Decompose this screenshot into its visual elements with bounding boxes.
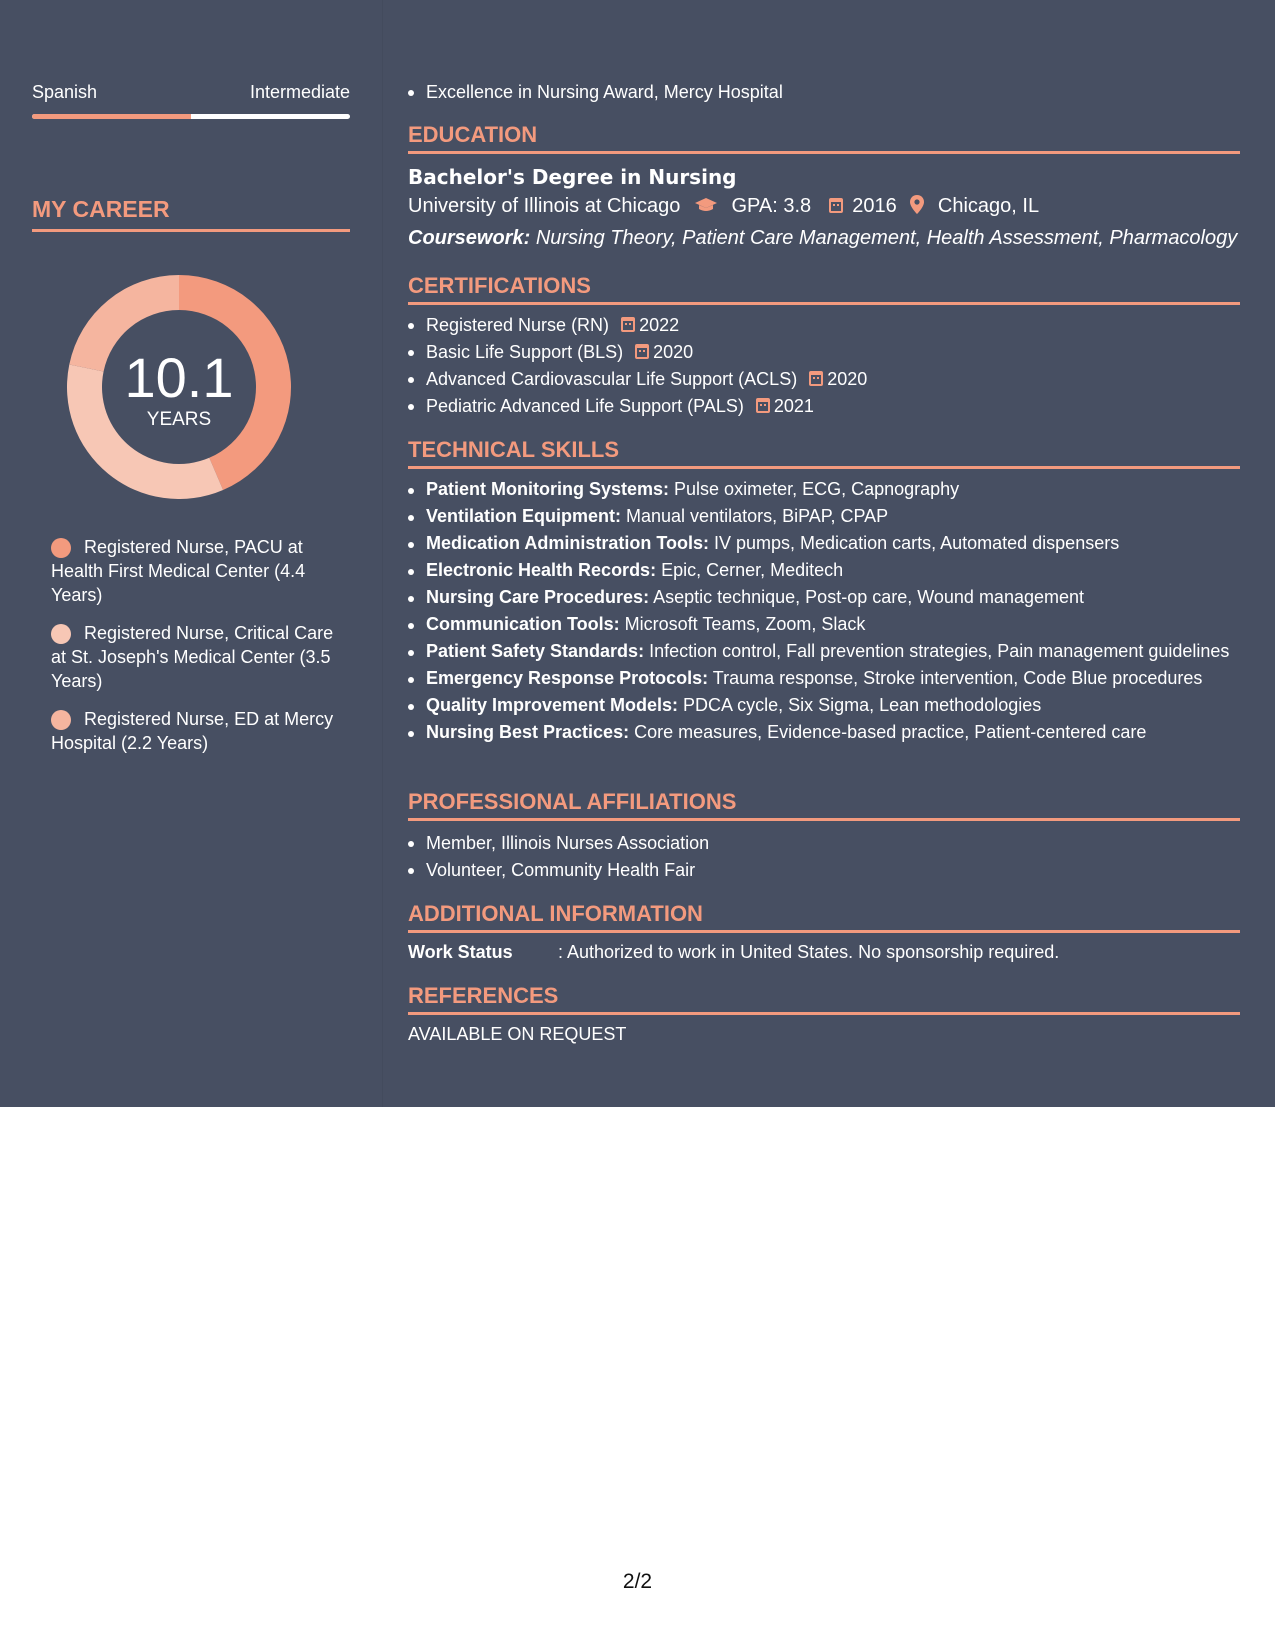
language-proficiency-bar [32,114,350,119]
work-status-value: : Authorized to work in United States. No sponsorship required. [558,942,1060,962]
education-location: Chicago, IL [937,195,1040,217]
language-level: Intermediate [249,82,350,102]
skill-value: Infection control, Fall prevention strategies, Pain management guidelines [644,641,1230,661]
skill-label: Ventilation Equipment: [426,506,622,526]
certification-year: 2020 [653,342,694,362]
education-details [408,195,1039,218]
list-item [408,585,1240,609]
list-item [408,504,1240,528]
career-item [51,621,341,693]
list-item [408,393,1240,420]
career-item [51,535,341,607]
references-text: AVAILABLE ON REQUEST [408,1024,627,1044]
skill-value: Aseptic technique, Post-op care, Wound management [649,587,1085,607]
education-heading: EDUCATION [408,122,1240,154]
certification-name: Advanced Cardiovascular Life Support (ACLS) [426,369,798,389]
certifications-heading: CERTIFICATIONS [408,273,1240,305]
language-row [32,82,350,104]
coursework-value: Nursing Theory, Patient Care Management, Health Assessment, Pharmacology [535,227,1238,249]
location-pin-icon [910,195,930,217]
language-proficiency-fill [32,114,191,119]
skill-value: Epic, Cerner, Meditech [656,560,844,580]
affiliation-text: Member, Illinois Nurses Association [426,833,710,853]
career-donut-chart [67,275,291,499]
affiliations-heading: PROFESSIONAL AFFILIATIONS [408,789,1240,821]
list-item [408,477,1240,501]
additional-info-heading: ADDITIONAL INFORMATION [408,901,1240,933]
education-coursework [408,227,1237,250]
education-degree: Bachelor's Degree in Nursing [408,165,737,189]
language-name: Spanish [32,82,98,102]
career-years-label: YEARS [146,409,212,430]
list-item [408,339,1240,366]
references-heading: REFERENCES [408,983,1240,1015]
skill-label: Electronic Health Records: [426,560,657,580]
calendar-icon [829,198,843,213]
skill-label: Patient Safety Standards: [426,641,645,661]
skill-label: Quality Improvement Models: [426,695,679,715]
skill-label: Medication Administration Tools: [426,533,709,553]
education-gpa: GPA: 3.8 [731,195,812,217]
career-item-label: Registered Nurse, PACU at Health First Medical Center (4.4 Years) [51,537,306,605]
skill-value: Manual ventilators, BiPAP, CPAP [621,506,889,526]
certification-year: 2021 [773,396,814,416]
skill-value: Core measures, Evidence-based practice, Patient-centered care [629,722,1147,742]
column-divider [382,0,383,1107]
certification-year: 2020 [827,369,868,389]
coursework-label: Coursework: [408,227,531,249]
education-school: University of Illinois at Chicago [408,195,681,217]
skill-label: Nursing Care Procedures: [426,587,650,607]
list-item [408,79,1240,106]
skill-label: Emergency Response Protocols: [426,668,709,688]
skill-label: Nursing Best Practices: [426,722,630,742]
list-item [408,720,1240,744]
career-item-label: Registered Nurse, ED at Mercy Hospital (2.2 Years) [51,709,334,753]
skills-list [408,477,1240,747]
career-dot-icon [51,710,71,730]
career-item-label: Registered Nurse, Critical Care at St. Joseph's Medical Center (3.5 Years) [51,623,334,691]
education-year: 2016 [852,195,897,217]
calendar-icon [635,344,649,359]
list-item [408,531,1240,555]
graduation-cap-icon [694,195,724,217]
list-item [408,312,1240,339]
skill-value: PDCA cycle, Six Sigma, Lean methodologies [678,695,1042,715]
certification-year: 2022 [639,315,680,335]
calendar-icon [809,371,823,386]
award-text: Excellence in Nursing Award, Mercy Hospital [426,82,783,102]
skill-label: Patient Monitoring Systems: [426,479,670,499]
work-status-label: Work Status [408,942,513,962]
list-item [408,366,1240,393]
career-total-years: 10.1 [124,346,234,409]
work-status [408,942,1059,963]
career-heading: MY CAREER [32,196,350,232]
list-item [408,612,1240,636]
skill-value: IV pumps, Medication carts, Automated dispensers [709,533,1120,553]
skill-value: Microsoft Teams, Zoom, Slack [619,614,866,634]
affiliation-text: Volunteer, Community Health Fair [426,860,696,880]
certification-name: Pediatric Advanced Life Support (PALS) [426,396,744,416]
skill-value: Pulse oximeter, ECG, Capnography [669,479,960,499]
career-dot-icon [51,538,71,558]
page-number: 2/2 [622,1570,653,1593]
certification-name: Basic Life Support (BLS) [426,342,624,362]
award-list [408,79,1240,106]
list-item [408,639,1240,663]
list-item [408,857,1240,884]
affiliations-list [408,830,1240,884]
career-dot-icon [51,624,71,644]
list-item [408,693,1240,717]
list-item [408,558,1240,582]
career-list [51,535,341,769]
list-item [408,666,1240,690]
skills-heading: TECHNICAL SKILLS [408,437,1240,469]
career-item [51,707,341,755]
skill-value: Trauma response, Stroke intervention, Code Blue procedures [708,668,1203,688]
calendar-icon [756,398,770,413]
certification-name: Registered Nurse (RN) [426,315,610,335]
skill-label: Communication Tools: [426,614,620,634]
certifications-list [408,312,1240,420]
calendar-icon [621,317,635,332]
list-item [408,830,1240,857]
